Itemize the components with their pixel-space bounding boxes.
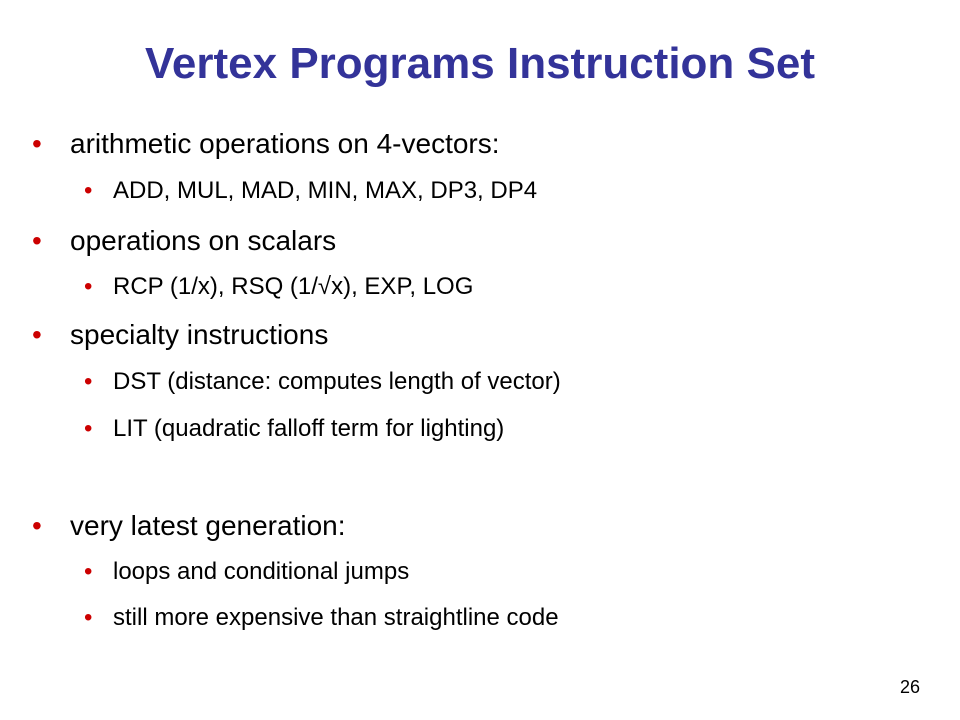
bullet-icon: • [84,177,93,204]
page-number: 26 [899,677,920,697]
bullet-item-level1 [32,127,500,161]
slide-title: Vertex Programs Instruction Set [145,39,815,88]
bullet-text: loops and conditional jumps [113,558,410,585]
bullet-item-level1 [32,318,329,352]
bullet-icon: • [84,415,93,442]
bullet-item-level2 [84,414,505,444]
bullet-text: ADD, MUL, MAD, MIN, MAX, DP3, DP4 [113,177,538,204]
bullet-item-level2 [84,603,559,633]
bullet-text: arithmetic operations on 4-vectors: [70,128,500,159]
bullet-item-level1 [32,224,337,258]
bullet-icon: • [84,273,93,300]
bullet-icon: • [84,604,93,631]
bullet-item-level2 [84,367,561,397]
bullet-text: still more expensive than straightline code [113,604,559,631]
bullet-item-level2 [84,176,538,206]
bullet-icon: • [84,368,93,395]
bullet-item-level1 [32,509,346,543]
bullet-item-level2 [84,272,474,302]
bullet-icon: • [32,510,42,541]
bullet-item-level2 [84,557,410,587]
bullet-icon: • [32,128,42,159]
bullet-text: specialty instructions [70,319,329,350]
bullet-icon: • [84,558,93,585]
bullet-icon: • [32,319,42,350]
bullet-text: very latest generation: [70,510,346,541]
bullet-icon: • [32,225,42,256]
bullet-text: DST (distance: computes length of vector) [113,368,561,395]
bullet-text: RCP (1/x), RSQ (1/√x), EXP, LOG [113,273,474,300]
bullet-text: operations on scalars [70,225,337,256]
bullet-text: LIT (quadratic falloff term for lighting) [113,415,505,442]
